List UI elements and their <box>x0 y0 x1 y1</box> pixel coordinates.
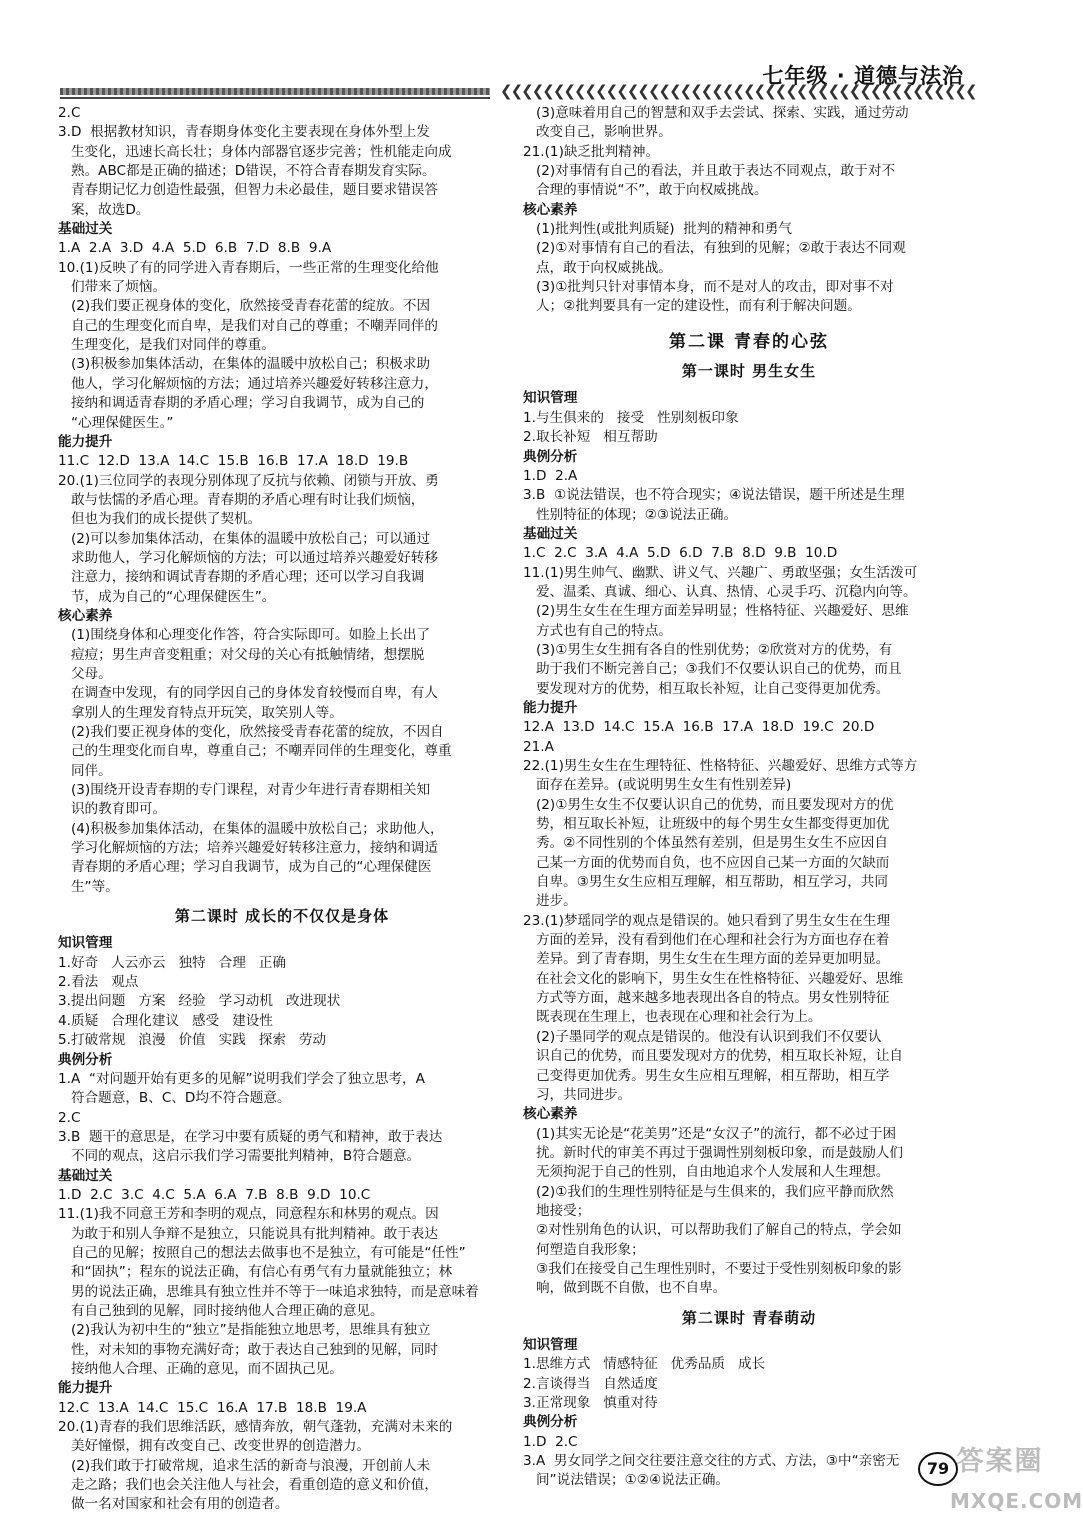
answer-line: 无须拘泥于自己的性别，自由地追求个人发展和人生理想。 <box>523 1164 890 1181</box>
chevron-divider-icon: ❮❮❮❮❮❮❮❮❮❮❮❮❮❮❮❮❮❮❮❮❮❮❮❮❮❮❮❮❮❮❮❮❮❮❮❮❮❮❮❮❮❮❮❮❮ <box>500 82 976 100</box>
section-heading: 知识管理 <box>523 1336 578 1353</box>
answer-line: 拿别人的生理发育特点开玩笑，取笑别人等。 <box>58 704 343 721</box>
answer-line: 求助他人，学习化解烦恼的方法；可以通过培养兴趣爱好转移 <box>58 549 438 566</box>
answer-line: (2)①对事情有自己的看法，有独到的见解；②敢于表达不同观 <box>523 240 906 257</box>
answer-line: 性别特征的体现；②③说法正确。 <box>523 506 738 523</box>
answer-line: (4)积极参加集体活动，在集体的温暖中放松自己；求助他人， <box>58 820 444 837</box>
answer-line: 地接受； <box>523 1202 591 1219</box>
section-heading: 核心素养 <box>58 607 113 624</box>
period-title: 第二课时 成长的不仅仅是身体 <box>174 907 390 926</box>
answer-line: 势，相互取长补短，让班级中的每个男生女生都变得更加优 <box>523 816 890 833</box>
header-rule-thin <box>60 97 490 99</box>
answer-line: 3.正常现象 慎重对待 <box>523 1395 658 1411</box>
answer-line: 1.D 2.C 3.C 4.C 5.A 6.A 7.B 8.B 9.D 10.C <box>58 1186 371 1203</box>
answer-line: 21.(1)缺乏批判精神。 <box>523 143 660 160</box>
answer-line: (2)男生女生在生理方面差异明显；性格特征、兴趣爱好、思维 <box>523 603 909 620</box>
answer-line: 性，对未知的事物充满好奇；敢于表达自己独到的见解，同时 <box>58 1341 438 1358</box>
answer-line: 走之路；我们也会关注他人与社会，看重创造的意义和价值， <box>58 1477 438 1494</box>
answer-line: 1.思维方式 情感特征 优秀品质 成长 <box>523 1356 766 1373</box>
answer-line: 秀。②不同性别的个体虽然有差别，但是男生女生不应因自 <box>523 835 888 852</box>
answer-line: 做一名对国家和社会有用的创造者。 <box>58 1496 289 1513</box>
answer-line: 爱、温柔、真诚、细心、认真、热情、心灵手巧、沉稳内向等。 <box>523 583 917 600</box>
answer-line: (1)其实无论是“花美男”还是“女汉子”的流行，都不必过于困 <box>523 1125 897 1142</box>
section-heading: 知识管理 <box>58 935 113 952</box>
answer-line: (3)意味着用自己的智慧和双手去尝试、探索、实践，通过劳动 <box>523 105 909 121</box>
answer-line: 间”说法错误；①②④说法正确。 <box>523 1472 730 1489</box>
answer-line: (2)可以参加集体活动，在集体的温暖中放松自己；可以通过 <box>58 530 431 547</box>
answer-line: (3)积极参加集体活动，在集体的温暖中放松自己；积极求助 <box>58 356 431 373</box>
answer-line: 改变自己，影响世界。 <box>523 124 672 141</box>
answer-line: 接纳和调适青春期的矛盾心理；学习自我调节，成为自己的 <box>58 395 425 412</box>
answer-line: 合理的事情说“不”，敢于向权威挑战。 <box>523 182 768 199</box>
answer-line: 点，敢于向权威挑战。 <box>523 259 672 276</box>
answer-line: 痘痘；男生声音变粗重；对父母的关心有抵触情绪，想摆脱 <box>58 646 425 663</box>
answer-line: (2)我们敢于打破常规，追求生活的新奇与浪漫，开创前人未 <box>58 1457 431 1474</box>
answer-line: (2)①我们的生理性别特征是与生俱来的，我们应平静而欣然 <box>523 1183 894 1200</box>
answer-line: ③我们在接受自己生理性别时，不要过于受性别刻板印象的影 <box>523 1260 902 1277</box>
answer-line: 2.取长补短 相互帮助 <box>523 429 658 446</box>
answer-line: (1)批判性(或批判质疑) 批判的精神和勇气 <box>523 221 792 238</box>
answer-line: 生变化，迅速长高长壮；身体内部器官逐步完善；性机能走向成 <box>58 143 452 160</box>
answer-line: (1)围绕身体和心理变化作答，符合实际即可。如脸上长出了 <box>58 627 431 644</box>
answer-line: 12.C 13.A 14.C 15.C 16.A 17.B 18.B 19.A <box>58 1399 367 1416</box>
watermark-line1: 答案圈 <box>956 1446 1044 1477</box>
page-header <box>0 0 1059 108</box>
answer-line: 接纳他人合理、正确的意见，而不固执己见。 <box>58 1361 343 1377</box>
answer-line: 美好憧憬，拥有改变自己、改变世界的创造潜力。 <box>58 1438 371 1455</box>
answer-line: 3.提出问题 方案 经验 学习动机 改进现状 <box>58 993 341 1010</box>
answer-line: 响，做到既不自傲，也不自卑。 <box>523 1280 727 1297</box>
period-title: 第一课时 男生女生 <box>681 362 817 381</box>
section-heading: 能力提升 <box>523 699 578 716</box>
answer-line: 自己的见解；按照自己的想法去做事也不是独立，有可能是“任性” <box>58 1244 466 1261</box>
answer-line: 2.看法 观点 <box>58 974 139 991</box>
answer-line: 既表现在生理上，也表现在心理和社会行为上。 <box>523 1009 822 1026</box>
answer-line: 3.B 题干的意思是，在学习中要有质疑的勇气和精神，敢于表达 <box>58 1128 443 1145</box>
answer-line: 2.言谈得当 自然适度 <box>523 1375 658 1392</box>
answer-line: 案，故选D。 <box>58 201 150 218</box>
answer-line: (2)对事情有自己的看法，并且敢于表达不同观点，敢于对不 <box>523 163 896 180</box>
answer-line: 有自己独到的见解，同时接纳他人合理正确的意见。 <box>58 1302 384 1319</box>
answer-line: 方面的差异，没有看到他们在心理和社会行为方面也存在着 <box>523 932 890 949</box>
answer-line: 助于我们不断完善自己；③我们不仅要认识自己的优势，而且 <box>523 661 902 678</box>
answer-line: 何塑造自我形象； <box>523 1241 645 1258</box>
answer-line: 同伴。 <box>58 762 112 779</box>
left-column <box>58 104 506 1515</box>
answer-line: 方式也有自己的特点。 <box>523 622 672 639</box>
section-heading: 能力提升 <box>58 1380 113 1397</box>
answer-line: 1.A “对问题开始有更多的见解”说明我们学会了独立思考，A <box>58 1070 425 1087</box>
answer-line: 学习化解烦恼的方法；培养兴趣爱好转移注意力，接纳和调适 <box>58 840 438 857</box>
answer-line: 生”等。 <box>58 878 119 895</box>
answer-line: 11.C 12.D 13.A 14.C 15.B 16.B 17.A 18.D 19.B <box>58 453 409 470</box>
answer-line: 符合题意，B、C、D均不符合题意。 <box>58 1090 291 1107</box>
answer-line: 21.A <box>523 738 554 755</box>
section-heading: 基础过关 <box>523 525 578 542</box>
answer-line: 习，共同进步。 <box>523 1086 632 1103</box>
answer-line: 4.质疑 合理化建议 感受 建设性 <box>58 1012 273 1029</box>
answer-line: 熟。ABC都是正确的描述；D错误，不符合青春期发育实际。 <box>58 163 436 180</box>
header-title: 七年级 · 道德与法治 <box>762 64 964 88</box>
section-heading: 基础过关 <box>58 1167 113 1184</box>
answer-line: (2)我们要正视身体的变化，欣然接受青春花蕾的绽放，不因自 <box>58 724 444 740</box>
answer-line: 11.(1)男生帅气、幽默、讲义气、兴趣广、勇敢坚强；女生活泼可 <box>523 564 918 581</box>
answer-line: 1.D 2.C <box>523 1433 578 1450</box>
answer-line: (3)①批判只针对事情本身，而不是对人的攻击，即对事不对 <box>523 279 894 296</box>
answer-line: 识自己的优势，而且要发现对方的优势，相互取长补短，让自 <box>523 1048 903 1065</box>
answer-line: 20.(1)青春的我们思维活跃，感情奔放，朝气蓬勃，充满对未来的 <box>58 1419 453 1436</box>
answer-line: 他人，学习化解烦恼的方法；通过培养兴趣爱好转移注意力， <box>58 375 438 392</box>
answer-line: (3)围绕开设青春期的专门课程，对青少年进行青春期相关知 <box>58 782 431 799</box>
section-heading: 核心素养 <box>523 201 578 218</box>
answer-line: 人；②批判要具有一定的建设性，而有利于解决问题。 <box>523 298 861 315</box>
answer-line: “心理保健医生。” <box>58 414 174 431</box>
answer-line: 在调查中发现，有的同学因自己的身体发育较慢而自卑，有人 <box>58 685 438 702</box>
watermark-logo <box>950 1440 1083 1530</box>
answer-line: 注意力，接纳和调试青春期的矛盾心理；还可以学习自我调 <box>58 569 425 586</box>
answer-line: (2)我认为初中生的“独立”是指能独立地思考，思维具有独立 <box>58 1322 431 1339</box>
answer-line: 男的说法正确，思维具有独立性并不等于一味追求独特，而是意味着 <box>58 1283 479 1300</box>
right-column <box>523 104 975 1491</box>
answer-line: 进步。 <box>523 893 577 910</box>
watermark-line2: MXQE.COM <box>950 1489 1083 1513</box>
answer-line: 要发现对方的优势，相互取长补短，让自己变得更加优秀。 <box>523 680 890 697</box>
answer-line: 自己的生理变化而自卑，是我们对自己的尊重；不嘲弄同伴的 <box>58 317 438 334</box>
answer-line: 自卑。③男生女生应相互理解，相互帮助，相互学习，共同 <box>523 874 888 891</box>
answer-line: 11.(1)我不同意王芳和李明的观点，同意程东和林男的观点。因 <box>58 1206 439 1223</box>
section-heading: 典例分析 <box>523 448 578 465</box>
answer-line: 3.D 根据教材知识，青春期身体变化主要表现在身体外型上发 <box>58 124 430 141</box>
header-rule-thick <box>60 88 490 95</box>
answer-line: 12.A 13.D 14.C 15.A 16.B 17.A 18.D 19.C 20.D <box>523 719 875 736</box>
answer-line: 差异。到了青春期，男生女生在生理方面的差异更加明显。 <box>523 951 890 968</box>
answer-line: 和“固执”；程东的说法正确，有信心有勇气有力量就能独立；林 <box>58 1264 453 1281</box>
answer-line: 在社会文化的影响下，男生女生在性格特征、兴趣爱好、思维 <box>523 970 903 987</box>
answer-line: (2)子墨同学的观点是错误的。他没有认识到我们不仅要认 <box>523 1028 882 1045</box>
section-heading: 基础过关 <box>58 221 113 238</box>
answer-line: 3.A 男女同学之间交往要注意交往的方式、方法，③中“亲密无 <box>523 1453 900 1470</box>
period-title: 第二课时 青春萌动 <box>681 1308 817 1327</box>
lesson-title: 第二课 青春的心弦 <box>669 331 829 352</box>
answer-line: (3)①男生女生拥有各自的性别优势；②欣赏对方的优势，有 <box>523 641 893 658</box>
answer-line: 20.(1)三位同学的表现分别体现了反抗与依赖、闭锁与开放、勇 <box>58 472 439 489</box>
section-heading: 典例分析 <box>58 1051 113 1068</box>
answer-line: 己的生理变化而自卑，尊重自己；不嘲弄同伴的生理变化，尊重 <box>58 743 452 760</box>
section-heading: 核心素养 <box>523 1106 578 1123</box>
answer-line: (2)我们要正视身体的变化，欣然接受青春花蕾的绽放。不因 <box>58 298 431 315</box>
answer-line: 1.D 2.A <box>523 467 578 484</box>
section-heading: 典例分析 <box>523 1414 578 1431</box>
answer-line: 不同的观点，这启示我们学习需要批判精神，B符合题意。 <box>58 1148 421 1165</box>
answer-line: 节，成为自己的“心理保健医生”。 <box>58 588 276 605</box>
answer-line: 己变得更加优秀。男生女生应相互理解，相互帮助，相互学 <box>523 1067 890 1084</box>
answer-line: 10.(1)反映了有的同学进入青春期后，一些正常的生理变化给他 <box>58 259 439 276</box>
answer-line: (2)①男生女生不仅要认识自己的优势，而且要发现对方的优 <box>523 796 894 813</box>
answer-line: 1.A 2.A 3.D 4.A 5.D 6.B 7.D 8.B 9.A <box>58 240 332 257</box>
answer-line: 23.(1)梦瑶同学的观点是错误的。她只看到了男生女生在生理 <box>523 912 891 929</box>
answer-line: 扰。新时代的审美不再过于强调性别刻板印象，而是鼓励人们 <box>523 1144 903 1161</box>
page-number: 79 <box>918 1452 958 1486</box>
answer-line: ②对性别角色的认识，可以帮助我们了解自己的特点，学会如 <box>523 1222 902 1239</box>
answer-line: 3.B ①说法错误，也不符合现实；④说法错误，题干所述是生理 <box>523 487 905 504</box>
answer-line: 方式等方面，越来越多地表现出各自的特点。男女性别特征 <box>523 990 890 1007</box>
answer-line: 敢与怯懦的矛盾心理。青春期的矛盾心理有时让我们烦恼， <box>58 491 425 508</box>
answer-line: 生理变化，是我们对同伴的尊重。 <box>58 337 275 354</box>
answer-line: 为敢于和别人争辩不是独立，只能说具有批判精神。敢于表达 <box>58 1225 438 1242</box>
answer-line: 2.C <box>58 1109 81 1126</box>
answer-line: 己某一方面的优势而自负，也不应因自己某一方面的欠缺而 <box>523 854 890 871</box>
answer-line: 识的教育即可。 <box>58 801 167 818</box>
section-heading: 知识管理 <box>523 390 578 407</box>
answer-line: 22.(1)男生女生在生理特征、性格特征、兴趣爱好、思维方式等方 <box>523 758 918 774</box>
answer-line: 但也为我们的成长提供了契机。 <box>58 511 262 528</box>
answer-line: 父母。 <box>58 665 112 682</box>
answer-line: 1.C 2.C 3.A 4.A 5.D 6.D 7.B 8.D 9.B 10.D <box>523 545 838 562</box>
section-heading: 能力提升 <box>58 433 113 450</box>
answer-line: 面存在差异。(或说明男生女生有性别差异) <box>523 777 792 794</box>
answer-line: 1.好奇 人云亦云 独特 合理 正确 <box>58 954 286 971</box>
answer-line: 们带来了烦恼。 <box>58 279 167 296</box>
answer-line: 青春期记忆力创造性最强，但智力未必最佳，题目要求错误答 <box>58 182 438 199</box>
answer-line: 2.C <box>58 105 81 121</box>
answer-line: 1.与生俱来的 接受 性别刻板印象 <box>523 409 739 426</box>
answer-line: 5.打破常规 浪漫 价值 实践 探索 劳动 <box>58 1032 327 1049</box>
answer-line: 青春期的矛盾心理；学习自我调节，成为自己的“心理保健医 <box>58 859 432 876</box>
